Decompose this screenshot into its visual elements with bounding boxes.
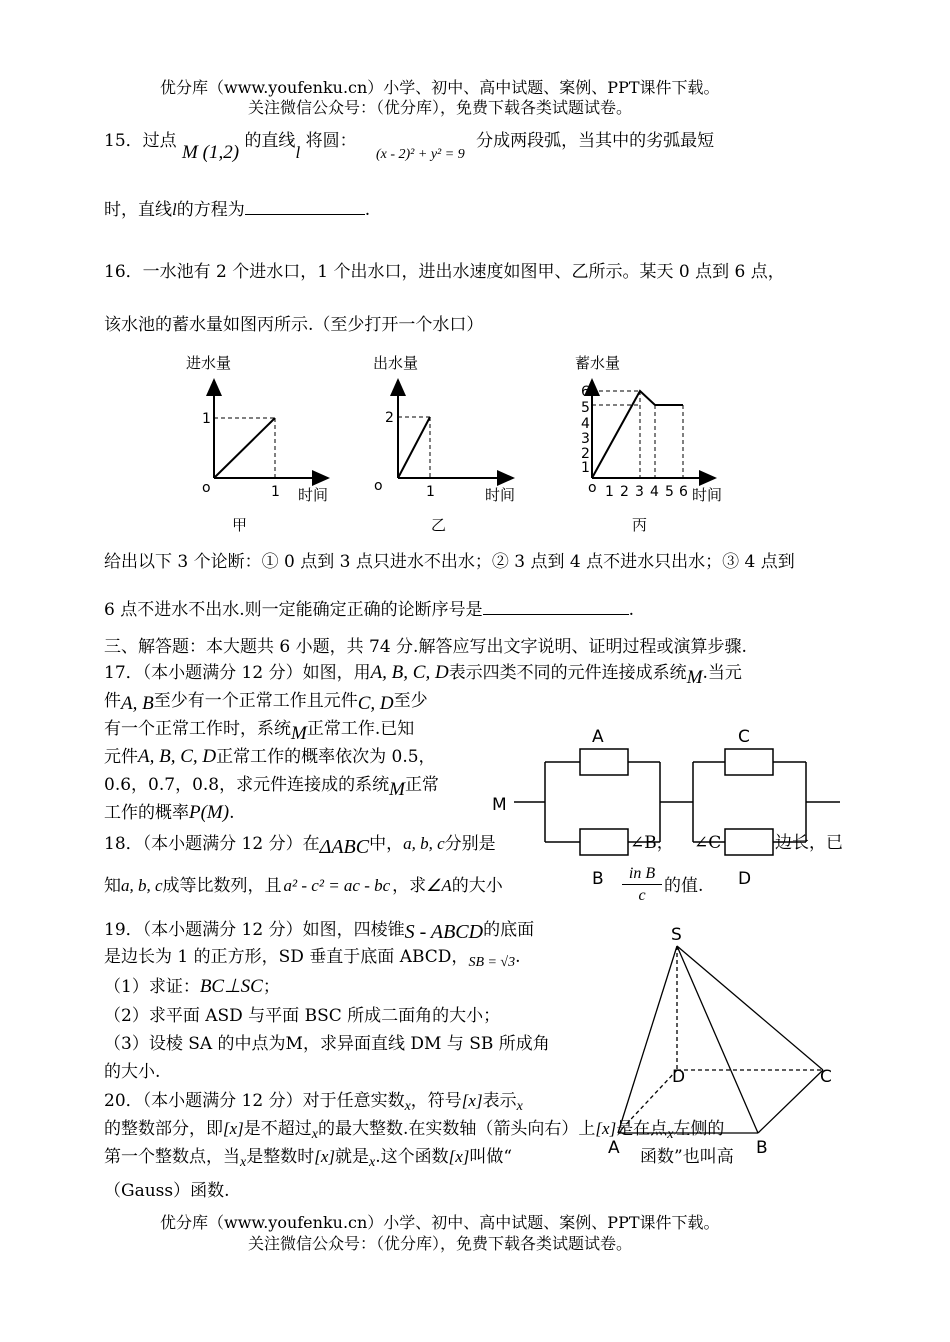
circuit-element-b [580,829,628,855]
chart-bing-xtick-2: 2 [620,484,629,500]
q20-l2b: 是不超过 [243,1119,312,1139]
q17-line5 [104,774,439,800]
q15-line2a: 时，直线 [104,200,172,220]
q15-line2-end: . [364,200,371,220]
q18-line1-end: 边长，已 [775,833,843,853]
pyramid-label-s: S [671,925,682,945]
q17-l5m: M [389,779,405,800]
q20-l2a: 的整数部分，即 [104,1119,223,1139]
chart-bing-ylabel: 蓄水量 [575,354,621,372]
footer-line-1: 优分库（www.youfenku.cn）小学、初中、高中试题、案例、PPT课件下载。 [160,1213,720,1232]
q15-point: M (1,2) [182,142,240,163]
q20-l2c: x [311,1127,318,1142]
q17-l6m: P(M) [189,802,230,823]
circuit-label-a: A [592,727,604,747]
chart-bing-ytick-5: 5 [581,400,590,416]
q16-claims-line2 [104,598,634,621]
q17-l2m: A, B [121,693,154,714]
q17-l4b: 正常工作的概率依次为 0.5， [216,747,436,767]
q19-p1m: BC⊥SC [199,976,263,997]
q17-l6b: . [229,803,235,823]
q19-l1a: 19．（本小题满分 12 分）如图，四棱锥 [104,920,405,940]
q19-part3-line1: （3）设棱 SA 的中点为M，求异面直线 DM 与 SB 所成角 [104,1034,550,1054]
q18-line1-angle-c: ∠C [694,833,722,853]
chart-yi-xtick-1: 1 [426,484,435,500]
q20-l1m: x [404,1099,411,1114]
header-line-1: 优分库（www.youfenku.cn）小学、初中、高中试题、案例、PPT课件下载。 [160,78,720,97]
q15-line2b: 的方程为 [176,200,245,220]
circuit-element-a [580,749,628,775]
pyramid-edge-sc [677,946,823,1070]
q16-line1: 16．一水池有 2 个进水口，1 个出水口，进出水速度如图甲、乙所示。某天 0 点到 6 点， [104,262,785,282]
pyramid-label-a: A [608,1138,620,1158]
q18-l2a: 知 [104,876,121,896]
chart-bing-series-line [592,391,683,478]
q17-l1c: M [686,667,703,688]
q17-l2c: C, D [357,693,394,714]
q17-circuit [488,722,844,892]
chart-bing-ytick-6: 6 [581,384,590,400]
q18-l2eq: a² - c² = ac - bc [283,876,391,895]
q19-part1 [104,976,280,998]
chart-yi-ylabel: 出水量 [373,354,419,372]
q20-l2e: [x] [595,1119,617,1138]
q15-part1: 15．过点 [104,131,177,151]
chart-bing-xtick-1: 1 [605,484,614,500]
chart-bing-xtick-3: 3 [635,484,644,500]
q20-l1d: 表示 [482,1091,517,1111]
chart-jia-origin: o [202,480,211,496]
chart-jia-xtick-1: 1 [271,484,280,500]
circuit-label-b: B [592,869,604,889]
q19-l2b: . [515,947,521,967]
q18-line2 [104,875,503,897]
chart-yi-series-line [398,417,430,478]
q17-line4 [104,746,436,768]
q18-frac-top: in B [622,864,662,885]
q17-l2d: 至少 [393,691,428,711]
q20-l1a: 20．（本小题满分 12 分）对于任意实数 [104,1091,405,1111]
chart-bing-caption: 丙 [632,516,648,534]
chart-yi-xlabel: 时间 [485,486,516,504]
pyramid-label-c: C [820,1067,832,1087]
q19-p1a: （1）求证： [104,977,200,997]
q17-l6a: 工作的概率 [104,803,189,823]
q20-line3-end: 函数”也叫高 [640,1147,734,1167]
q15-circle-eq: (x - 2)² + y² = 9 [375,147,465,162]
q19-p1b: ； [262,977,280,997]
q18-l1c: a, b, c [403,834,445,853]
q16-claims-end: . [628,600,635,620]
q20-l3f: .这个函数 [375,1147,449,1167]
section3-title: 三、解答题：本大题共 6 小题，共 74 分.解答应写出文字说明、证明过程或演算步骤. [104,637,747,657]
q20-l2m: [x] [223,1119,244,1138]
q20-l3a: 第一个整数点，当 [104,1147,240,1167]
q17-l1m: A, B, C, D [370,662,449,683]
q18-l2e: 的大小 [451,876,503,896]
q17-l1b: 表示四类不同的元件连接成系统 [448,663,687,683]
chart-bing-ytick-4: 4 [581,416,590,432]
q20-line2 [104,1118,724,1142]
footer-line-2: 关注微信公众号：（优分库），免费下载各类试题试卷。 [248,1234,633,1253]
q17-l1d: .当元 [702,663,742,683]
q20-l2d: 的最大整数.在实数轴（箭头向右）上 [318,1119,596,1139]
q18-l1b: 中， [369,834,404,854]
q19-l2m: SB = √3 [468,955,516,970]
q15-part2: 的直线 [244,131,296,151]
circuit-element-d [725,829,773,855]
pyramid-label-b: B [756,1138,768,1158]
q15-part3: 将圆： [305,131,357,151]
q20-l3h: 叫做“ [469,1147,513,1167]
q15-answer-blank [245,198,365,215]
chart-bing-ytick-1: 1 [581,460,590,476]
chart-bing-origin: o [588,480,597,496]
q17-l4m: A, B, C, D [138,746,217,767]
q19-l1b: 的底面 [483,920,535,940]
q17-l3a: 有一个正常工作时，系统 [104,719,291,739]
q18-frac-bot: c [638,887,646,904]
q20-l1b: ，符号 [410,1091,462,1111]
q19-line2 [104,946,521,970]
q17-l3b: 正常工作.已知 [306,719,415,739]
chart-bing-xlabel: 时间 [692,486,723,504]
chart-jia-ytick-1: 1 [202,411,211,427]
circuit-element-c [725,749,773,775]
q20-l3m: x [240,1155,247,1170]
q20-line3 [104,1146,512,1170]
q20-l2h: 左侧的 [673,1119,725,1139]
q18-fraction [622,864,662,907]
q18-l2m: a, b, c [121,876,163,895]
q15-line2 [104,198,370,221]
chart-jia [186,354,328,534]
q20-line1 [104,1090,523,1114]
pyramid-edge-bc [758,1070,823,1133]
chart-yi [373,354,515,534]
q20-l3g: [x] [448,1147,470,1166]
q20-l3b: 是整数时 [246,1147,315,1167]
chart-yi-caption: 乙 [431,516,447,534]
q20-line4: （Gauss）函数. [104,1181,230,1201]
q17-line1 [104,662,742,688]
chart-jia-series-line [214,418,275,478]
q17-l4a: 元件 [104,747,138,767]
q15-part4: 分成两段弧，当其中的劣弧最短 [476,131,715,151]
q18-l2c: ，求 [392,876,427,896]
q18-l2b: 成等比数列，且 [162,876,282,896]
chart-jia-caption: 甲 [232,516,248,534]
q19-l1m: S - ABCD [404,921,484,943]
q18-line2-end: 的值. [664,876,704,896]
q20-l3c: [x] [314,1147,335,1166]
chart-yi-origin: o [374,478,383,494]
q17-l5b: 正常 [404,775,439,795]
q19-part2: （2）求平面 ASD 与平面 BSC 所成二面角的大小； [104,1006,501,1026]
q20-l1e: x [516,1099,523,1114]
q16-charts [180,350,750,540]
chart-bing-ytick-2: 2 [581,446,590,462]
chart-bing-ytick-3: 3 [581,431,590,447]
q19-line1 [104,918,534,941]
circuit-label-d: D [738,869,752,889]
q18-l2d: ∠A [426,876,452,895]
chart-jia-xlabel: 时间 [298,486,329,504]
q19-l2a: 是边长为 1 的正方形，SD 垂直于底面 ABCD， [104,947,469,967]
q16-answer-blank [483,598,629,615]
q20-l1c: [x] [461,1091,483,1110]
q17-l1a: 17．（本小题满分 12 分）如图，用 [104,663,371,683]
chart-bing-xtick-4: 4 [650,484,659,500]
q16-claims-line2-text: 6 点不进水不出水.则一定能确定正确的论断序号是 [104,600,483,620]
q18-line1 [104,832,496,858]
q20-l2g: x [667,1127,674,1142]
q17-line6 [104,802,235,824]
chart-bing [575,354,722,534]
q17-l3m: M [291,723,307,744]
q17-l2a: 件 [104,691,121,711]
circuit-label-m: M [492,795,507,815]
chart-yi-ytick-2: 2 [385,410,394,426]
q20-l2f: 是在点 [616,1119,668,1139]
chart-jia-ylabel: 进水量 [186,354,232,372]
q18-line1-angle-b: ∠B， [630,833,674,853]
q17-line3 [104,718,415,744]
chart-bing-xtick-6: 6 [679,484,688,500]
pyramid-edge-sa [618,946,677,1133]
q17-l2b: 至少有一个正常工作且元件 [153,691,358,711]
q20-l3e: x [369,1155,376,1170]
chart-bing-xtick-5: 5 [665,484,674,500]
q18-l1m: ΔABC [319,836,370,858]
pyramid-label-d: D [672,1067,686,1087]
q16-line2: 该水池的蓄水量如图丙所示.（至少打开一个水口） [104,315,484,335]
q17-line2 [104,690,428,712]
header-line-2: 关注微信公众号：（优分库），免费下载各类试题试卷。 [248,98,633,117]
q17-l5a: 0.6，0.7，0.8，求元件连接成的系统 [104,775,390,795]
pyramid-edge-sb [677,946,758,1133]
q18-l1d: 分别是 [444,834,496,854]
q18-l1a: 18．（本小题满分 12 分）在 [104,834,320,854]
q15-line-var-2: l [172,200,177,219]
circuit-label-c: C [738,727,750,747]
q19-part3-line2: 的大小. [104,1062,161,1082]
q15-text [104,130,715,163]
q15-line-var: l [295,143,301,162]
q20-l3d: 就是 [335,1147,369,1167]
q16-claims-line1: 给出以下 3 个论断：① 0 点到 3 点只进水不出水；② 3 点到 4 点不进水只出水；③ 4 点到 [104,552,795,572]
